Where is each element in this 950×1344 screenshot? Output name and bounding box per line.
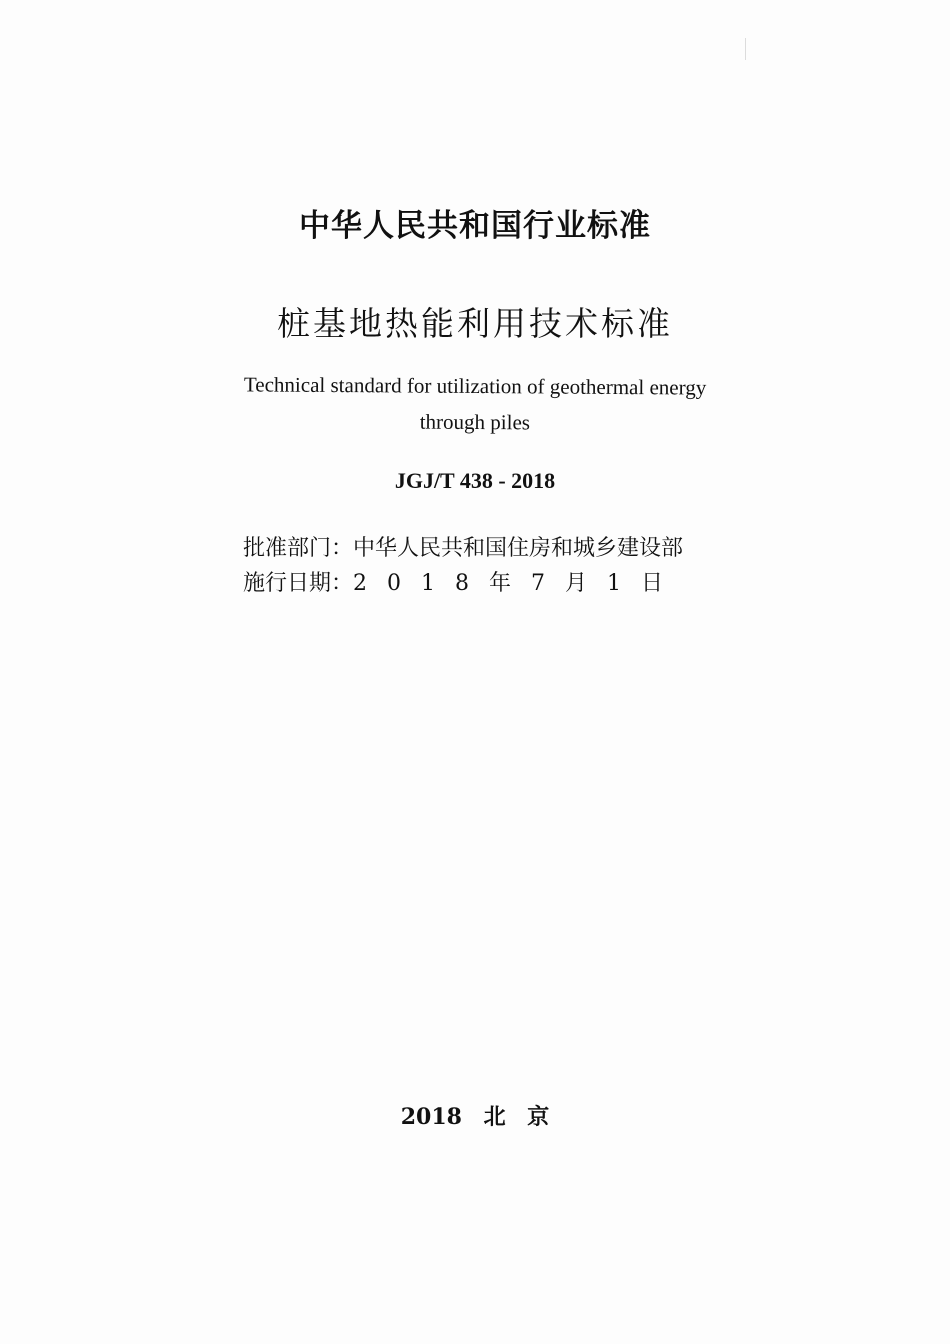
publication-place-year: 2018 北 京 [400, 1104, 550, 1130]
title-chinese: 桩基地热能利用技术标准 [277, 304, 673, 343]
approval-label: 批准部门： [243, 536, 354, 561]
title-english [0, 365, 950, 444]
approval-row [243, 531, 683, 562]
scan-mark [745, 38, 746, 60]
standard-category: 中华人民共和国行业标准 [299, 208, 651, 244]
effective-date: 2018年7月1日 [353, 571, 683, 596]
effective-date-label: 施行日期： [243, 571, 354, 596]
title-english-line-2: through piles [419, 409, 531, 435]
approval-department: 中华人民共和国住房和城乡建设部 [353, 536, 684, 561]
title-english-line-1: Technical standard for utilization of geothermal energy [243, 372, 707, 400]
standard-code: JGJ/T 438 - 2018 [394, 468, 556, 493]
effective-date-row [243, 566, 683, 597]
